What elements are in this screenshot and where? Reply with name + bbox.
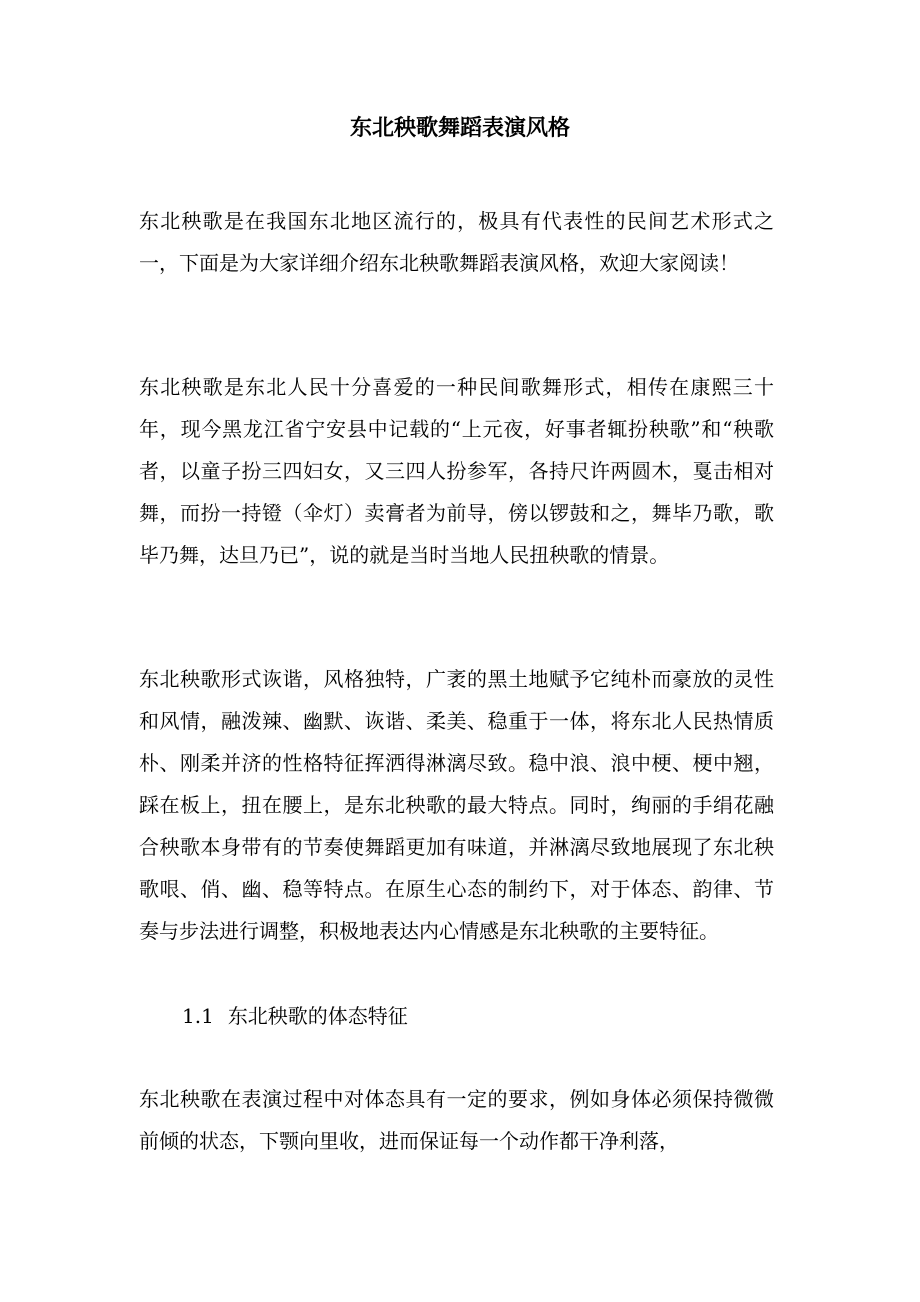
history-paragraph: 东北秧歌是东北人民十分喜爱的一种民间歌舞形式，相传在康熙三十年，现今黑龙江省宁安县中记载的“上元夜，好事者辄扮秧歌”和“秧歌者，以童子扮三四妇女，又三四人扮参军，各持尺许两圆木，戛击相对舞，而扮一持镫（伞灯）卖膏者为前导，傍以锣鼓和之，舞毕乃歌，歌毕乃舞，达旦乃已”，说的就是当时当地人民扭秧歌的情景。 xyxy=(139,375,774,567)
intro-paragraph: 东北秧歌是在我国东北地区流行的，极具有代表性的民间艺术形式之一，下面是为大家详细介绍东北秧歌舞蹈表演风格，欢迎大家阅读！ xyxy=(139,209,774,275)
document-title: 东北秧歌舞蹈表演风格 xyxy=(349,115,570,141)
section-number: 1.1 xyxy=(182,1004,214,1028)
section-heading xyxy=(182,1000,408,1032)
posture-paragraph: 东北秧歌在表演过程中对体态具有一定的要求，例如身体必须保持微微前倾的状态，下颚向里收，进而保证每一个动作都干净利落， xyxy=(139,1087,774,1153)
section-heading-text: 东北秧歌的体态特征 xyxy=(227,1004,408,1028)
style-paragraph: 东北秧歌形式诙谐，风格独特，广袤的黑土地赋予它纯朴而豪放的灵性和风情，融泼辣、幽默、诙谐、柔美、稳重于一体，将东北人民热情质朴、刚柔并济的性格特征挥洒得淋漓尽致。稳中浪、浪中梗、梗中翘，踩在板上，扭在腰上，是东北秧歌的最大特点。同时，绚丽的手绢花融合秧歌本身带有的节奏使舞蹈更加有味道，并淋漓尽致地展现了东北秧歌哏、俏、幽、稳等特点。在原生心态的制约下，对于体态、韵律、节奏与步法进行调整，积极地表达内心情感是东北秧歌的主要特征。 xyxy=(139,667,774,943)
